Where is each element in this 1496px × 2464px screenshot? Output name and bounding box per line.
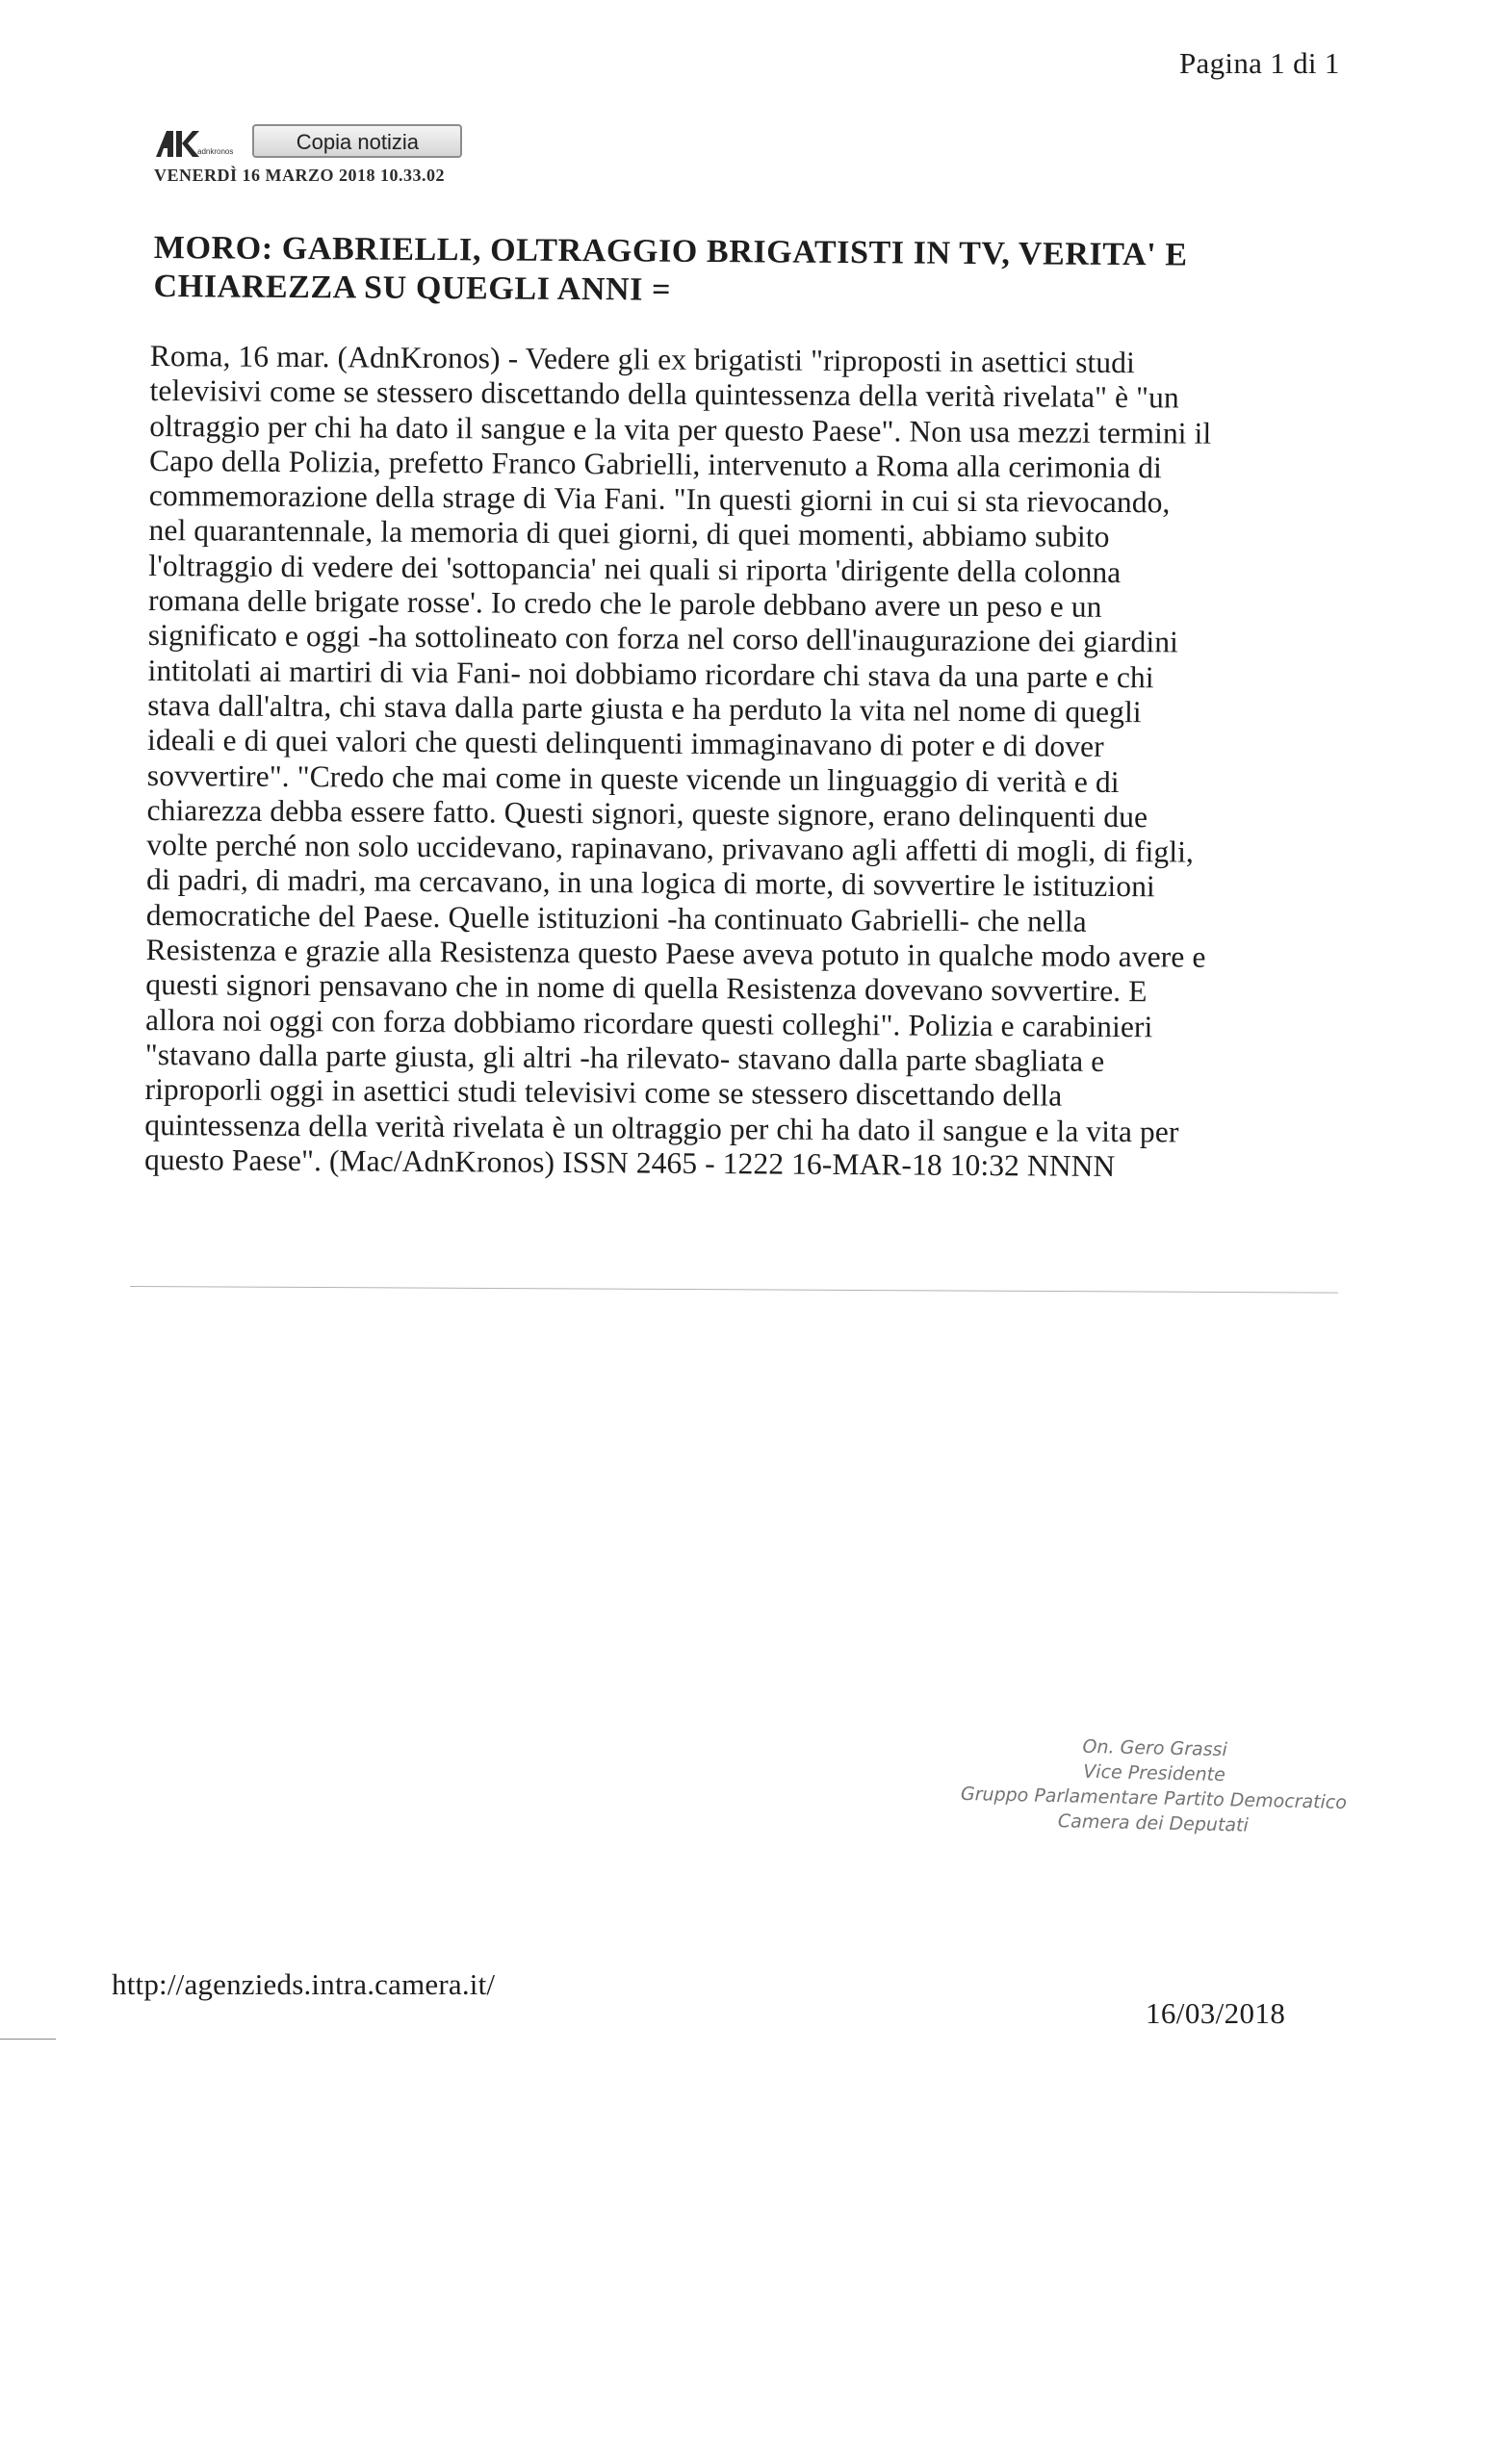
headline-line: CHIAREZZA SU QUEGLI ANNI = — [153, 268, 672, 308]
article-body — [144, 339, 1363, 1186]
deputy-stamp — [922, 1731, 1386, 1841]
body-line: intitolati ai martiri di via Fani- noi dobbiamo ricordare chi stava da una parte e chi — [147, 653, 1154, 694]
headline-line: MORO: GABRIELLI, OLTRAGGIO BRIGATISTI IN TV, VERITA' E — [153, 229, 1188, 273]
article-separator — [130, 1286, 1338, 1294]
body-line: allora noi oggi con forza dobbiamo ricordare questi colleghi". Polizia e carabinieri — [144, 1002, 1153, 1043]
body-line: questi signori pensavano che in nome di quella Resistenza dovevano sovvertire. E — [145, 967, 1148, 1009]
body-line: quintessenza della verità rivelata è un oltraggio per chi ha dato il sangue e la vita per — [144, 1107, 1179, 1149]
news-dateline: VENERDÌ 16 MARZO 2018 10.33.02 — [154, 166, 446, 185]
logo-subtext: adnkronos — [197, 147, 234, 156]
stamp-name: On. Gero Grassi — [1082, 1735, 1227, 1761]
page-indicator: Pagina 1 di 1 — [1179, 46, 1340, 80]
logo-k-stem — [176, 131, 182, 157]
body-line: di padri, di madri, ma cercavano, in una logica di morte, di sovvertire le istituzioni — [145, 862, 1155, 904]
footer-date: 16/03/2018 — [1146, 1996, 1286, 2030]
body-line: democratiche del Paese. Quelle istituzioni -ha continuato Gabrielli- che nella — [145, 897, 1087, 938]
stamp-role: Vice Presidente — [1083, 1760, 1226, 1786]
body-line: Roma, 16 mar. (AdnKronos) - Vedere gli ex brigatisti "riproposti in asettici studi — [149, 339, 1136, 380]
stamp-group: Gruppo Parlamentare Partito Democratico — [960, 1783, 1348, 1813]
article-headline — [153, 229, 1271, 314]
logo-row — [154, 121, 732, 158]
body-line: nel quarantennale, la memoria di quei giorni, di quei momenti, abbiamo subito — [148, 513, 1110, 554]
logo-a-shape — [156, 131, 173, 157]
body-line: significato e oggi -ha sottolineato con forza nel corso dell'inaugurazione dei giardini — [147, 618, 1179, 659]
body-line: volte perché non solo uccidevano, rapinavano, privavano agli affetti di mogli, di figli, — [146, 828, 1195, 869]
stamp-institution: Camera dei Deputati — [1057, 1810, 1250, 1836]
body-line: televisivi come se stessero discettando della quintessenza della verità rivelata" è "un — [149, 373, 1179, 415]
body-line: stava dall'altra, chi stava dalla parte giusta e ha perduto la vita nel nome di quegli — [147, 687, 1142, 730]
copy-news-button[interactable]: Copia notizia — [252, 124, 462, 158]
body-line: commemorazione della strage di Via Fani. "In questi giorni in cui si sta rievocando, — [148, 478, 1171, 520]
footer-url: http://agenzieds.intra.camera.it/ — [112, 1967, 496, 2001]
body-line: sovvertire". "Credo che mai come in queste vicende un linguaggio di verità e di — [146, 757, 1120, 799]
agency-header — [154, 121, 732, 186]
body-line: romana delle brigate rosse'. Io credo che le parole debbano avere un peso e un — [147, 583, 1102, 624]
body-line: "stavano dalla parte giusta, gli altri -ha rilevato- stavano dalla parte sbagliata e — [144, 1037, 1105, 1078]
scan-edge-mark — [0, 2039, 56, 2040]
body-line: Capo della Polizia, prefetto Franco Gabrielli, intervenuto a Roma alla cerimonia di — [148, 443, 1163, 485]
body-line: chiarezza debba essere fatto. Questi signori, queste signore, erano delinquenti due — [146, 792, 1148, 834]
body-line: oltraggio per chi ha dato il sangue e la vita per questo Paese". Non usa mezzi termini il — [149, 408, 1212, 450]
body-line: questo Paese". (Mac/AdnKronos) ISSN 2465 - 1222 16-MAR-18 10:32 NNNN — [143, 1142, 1116, 1183]
body-line: ideali e di quei valori che questi delinquenti immaginavano di poter e di dover — [146, 723, 1104, 764]
body-line: l'oltraggio di vedere dei 'sottopancia' nei quali si riporta 'dirigente della colonna — [148, 548, 1122, 589]
body-line: riproporli oggi in asettici studi televisivi come se stessero discettando della — [144, 1072, 1063, 1113]
body-line: Resistenza e grazie alla Resistenza questo Paese aveva potuto in qualche modo avere e — [145, 933, 1206, 974]
